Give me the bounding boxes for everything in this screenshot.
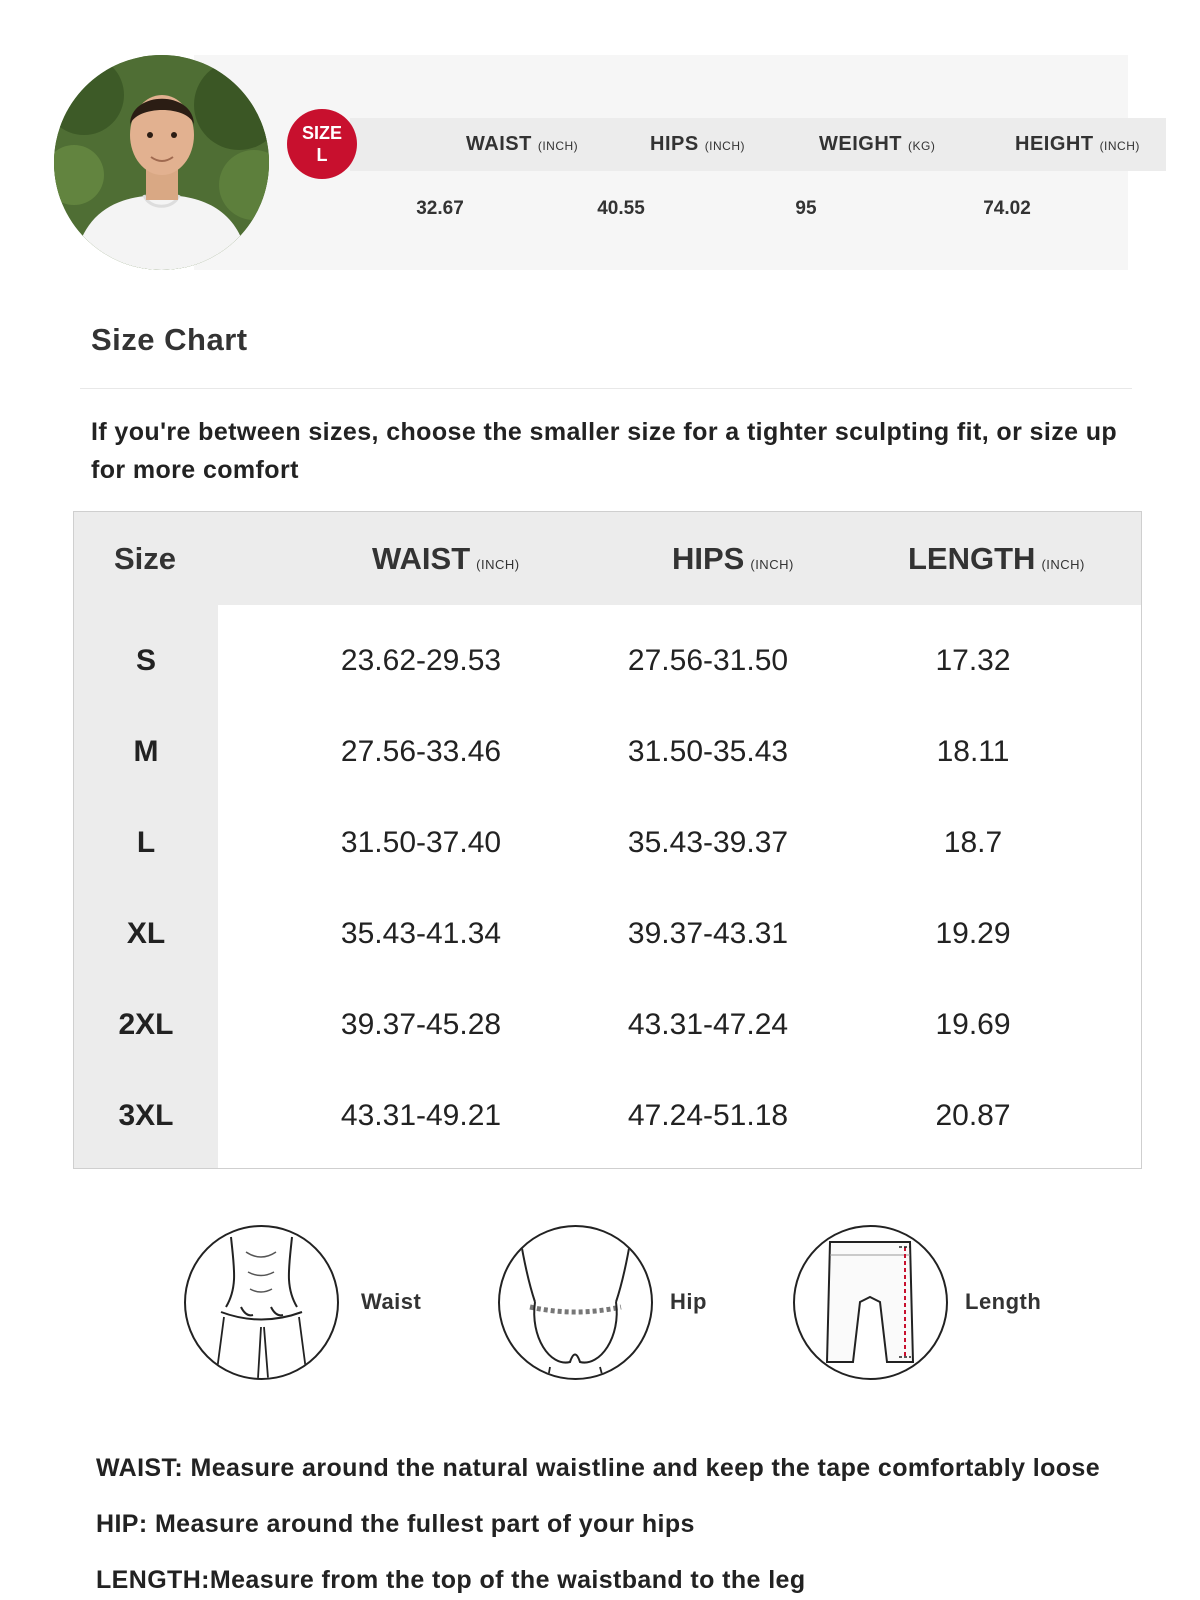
cell-hips: 35.43-39.37 [627,826,789,859]
header-length: LENGTH (INCH) [908,541,1085,576]
cell-length: 18.11 [936,735,1010,768]
table-row [74,615,1141,706]
model-avatar [54,55,269,270]
measure-label-length: Length [965,1289,1042,1314]
model-value-waist: 32.67 [416,198,464,219]
measure-label-hip: Hip [670,1289,707,1314]
model-header-height: HEIGHT (INCH) [1015,133,1140,155]
size-badge [287,109,357,179]
table-row [74,1070,1141,1161]
cell-hips: 27.56-31.50 [627,644,789,677]
size-chart-title: Size Chart [91,322,248,357]
cell-waist: 27.56-33.46 [340,735,502,768]
model-header-waist: WAIST (INCH) [466,133,579,155]
cell-size: XL [126,917,166,950]
size-table [73,511,1142,1169]
model-photo-illustration [54,55,269,270]
note-length: LENGTH:Measure from the top of the waistband to the leg [96,1566,806,1594]
model-reference-card [54,55,1140,270]
model-value-height: 74.02 [983,198,1031,219]
header-hips: HIPS (INCH) [672,541,794,576]
cell-waist: 43.31-49.21 [340,1099,502,1132]
cell-hips: 43.31-47.24 [627,1008,789,1041]
model-value-weight: 95 [795,198,817,219]
table-row [74,979,1141,1070]
cell-size: 3XL [118,1099,174,1132]
note-waist: WAIST: Measure around the natural waistline and keep the tape comfortably loose [96,1454,1101,1482]
cell-waist: 31.50-37.40 [340,826,502,859]
table-row [74,797,1141,888]
note-hip: HIP: Measure around the fullest part of your hips [96,1510,695,1538]
header-waist: WAIST (INCH) [372,541,520,576]
cell-length: 19.69 [935,1008,1011,1041]
cell-length: 17.32 [935,644,1011,677]
cell-waist: 35.43-41.34 [340,917,502,950]
length-measure-icon [793,1225,948,1380]
size-badge-word: SIZE [301,123,342,143]
cell-size: M [133,735,159,768]
waist-measure-icon [184,1225,339,1380]
cell-length: 19.29 [935,917,1011,950]
sizing-hint: If you're between sizes, choose the smaller size for a tighter sculpting fit, or size up for more comfort [91,418,1118,484]
cell-waist: 39.37-45.28 [340,1008,502,1041]
model-header-hips: HIPS (INCH) [650,133,746,155]
cell-hips: 47.24-51.18 [627,1099,789,1132]
model-header-weight: WEIGHT (KG) [819,133,936,155]
cell-size: 2XL [118,1008,174,1041]
table-row [74,706,1141,797]
cell-size: S [135,644,157,677]
model-measurements-header [350,118,1166,171]
measure-label-waist: Waist [361,1289,422,1314]
cell-size: L [136,826,156,859]
table-header [74,512,1141,605]
cell-length: 18.7 [943,826,1003,859]
cell-waist: 23.62-29.53 [340,644,502,677]
cell-length: 20.87 [935,1099,1011,1132]
header-size: Size [114,541,177,576]
title-divider [80,388,1132,389]
size-badge-value: L [316,145,328,165]
hip-measure-icon [498,1225,653,1380]
cell-hips: 39.37-43.31 [627,917,789,950]
cell-hips: 31.50-35.43 [627,735,789,768]
table-row [74,888,1141,979]
model-value-hips: 40.55 [597,198,645,219]
